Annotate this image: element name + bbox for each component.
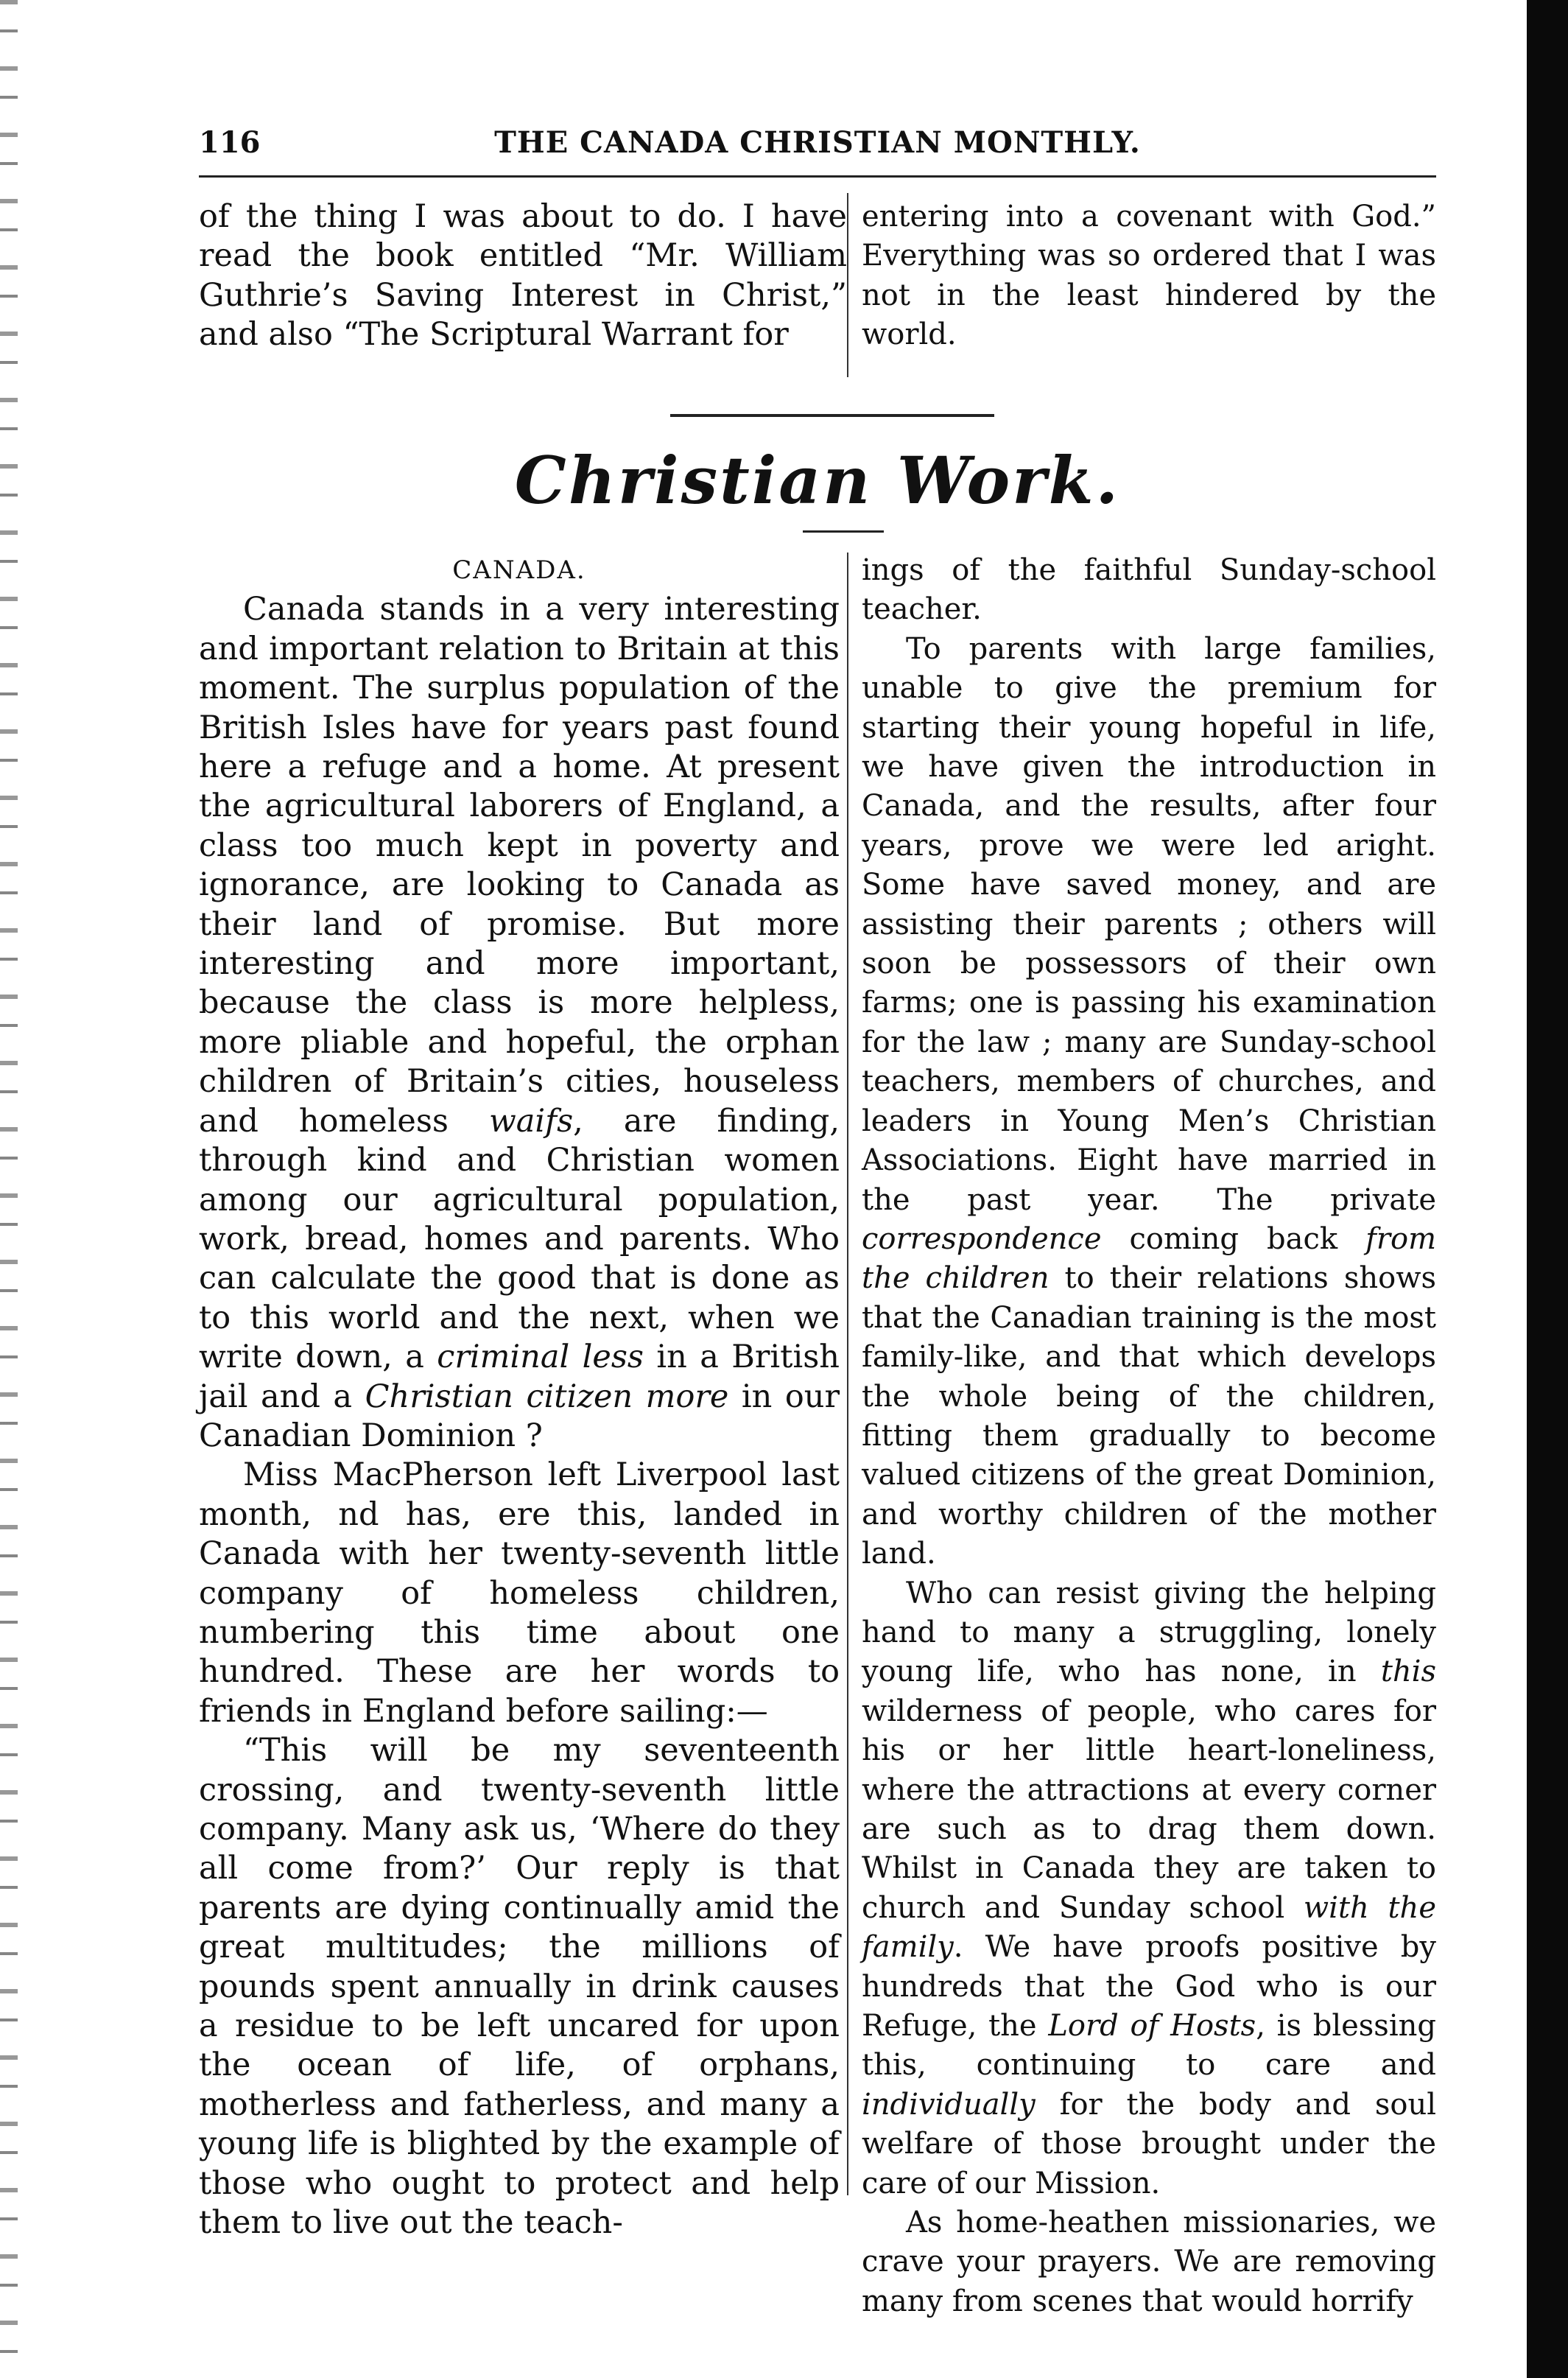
left-paragraph-2: Miss MacPherson left Liverpool last month, nd has, ere this, landed in Canada with her twenty-seventh little company of homeless children, numbering this time about one hundred. These are her words to friends in England before sailing:— (199, 1456, 840, 1730)
header-rule (199, 175, 1436, 178)
section-rule (670, 414, 994, 417)
running-title: THE CANADA CHRISTIAN MONTHLY. (494, 125, 1141, 160)
text-run: Who can resist giving the helping hand to many a struggling, lonely young life, who has none, in (862, 1576, 1436, 1689)
right-column (862, 551, 1436, 2321)
page-header (199, 125, 1436, 169)
italic-run: waifs (488, 1102, 574, 1140)
italic-run: this (1380, 1655, 1436, 1689)
italic-run: with the family (862, 1890, 1436, 1965)
italic-run: individually (862, 2087, 1036, 2122)
scan-edge-right (1527, 0, 1568, 2378)
page-number: 116 (199, 125, 261, 160)
top-left-text: of the thing I was about to do. I have read the book entitled “Mr. William Guthrie’s Saving Interest in Christ,” and also “The Scriptural Warrant for (199, 198, 847, 354)
italic-run: from the children (862, 1221, 1436, 1296)
right-paragraph-1: ings of the faithful Sunday-school teacher. (862, 553, 1436, 627)
right-paragraph-3 (862, 1574, 1436, 2204)
left-paragraph-3: “This will be my seventeenth crossing, and twenty-seventh little company. Many ask us, ‘Where do they all come from?’ Our reply is that parents are dying continually amid the great multitudes; the millions of pounds spent annually in drink causes a residue to be left uncared for upon the ocean of life, of orphans, motherless and fatherless, and many a young life is blighted by the example of those who ought to protect and help them to live out the teach- (199, 1732, 840, 2242)
italic-run: criminal less (437, 1339, 644, 1376)
text-run: in our Canadian Dominion ? (199, 1378, 840, 1454)
text-run: wilderness of people, who cares for his or her little heart-loneliness, where the attractions at every corner are such as to drag them down. Whilst in Canada they are taken to church and Sunday school (862, 1694, 1436, 1925)
right-paragraph-2 (862, 630, 1436, 1574)
italic-run: correspondence (862, 1221, 1102, 1256)
italic-run: Lord of Hosts (1048, 2009, 1256, 2044)
scan-edge-left (0, 0, 18, 2378)
section-title: Christian Work. (514, 442, 1121, 519)
title-rule (803, 530, 884, 533)
top-right-text: entering into a covenant with God.” Everything was so ordered that I was not in the least hindered by the world. (862, 200, 1436, 352)
text-run: Canada stands in a very interesting and important relation to Britain at this moment. The surplus population of the British Isles have for years past found here a refuge and a home. At present the agricultural laborers of England, a class too much kept in poverty and ignorance, are looking to Canada as their land of promise. But more interesting and more important, because the class is more helpless, more pliable and hopeful, the orphan children of Britain’s cities, houseless and homeless (199, 591, 840, 1140)
text-run: in a British jail and a (199, 1339, 840, 1415)
subheading-canada: CANADA. (452, 555, 586, 585)
top-column-divider (847, 193, 848, 377)
text-run: To parents with large families, unable to give the premium for starting their young hopeful in life, we have given the introduction in Canada, and the results, after four years, prove we were led aright. Some have saved money, and are assisting their parents ; others will soon be possessors of their own farms; one is passing his examination for the law ; many are Sunday-school teachers, members of churches, and leaders in Young Men’s Christian Associations. Eight have married in the past year. The private (862, 631, 1436, 1217)
top-left-column (199, 197, 847, 355)
text-run: for the body and soul welfare of those brought under the care of our Mission. (862, 2087, 1436, 2200)
left-column (199, 551, 840, 2242)
text-run: . We have proofs positive by hundreds that the God who is our Refuge, the (862, 1930, 1436, 2044)
text-run: , is blessing this, continuing to care and (862, 2009, 1436, 2083)
top-right-column (862, 197, 1436, 355)
text-run: to their relations shows that the Canadian training is the most family-like, and that which develops the whole being of the children, fitting them gradually to become valued citizens of the great Dominion, and worthy children of the mother land. (862, 1261, 1437, 1571)
right-paragraph-4: As home-heathen missionaries, we crave your prayers. We are removing many from scenes that would horrify (862, 2206, 1436, 2318)
text-run: coming back (1101, 1221, 1366, 1256)
italic-run: Christian citizen more (365, 1378, 729, 1415)
text-run: , are finding, through kind and Christian women among our agricultural population, work, bread, homes and parents. Who can calculate the good that is done as to this world and the next, when we write down, a (199, 1102, 840, 1376)
column-divider (847, 553, 848, 2195)
left-paragraph-1 (199, 590, 840, 1456)
